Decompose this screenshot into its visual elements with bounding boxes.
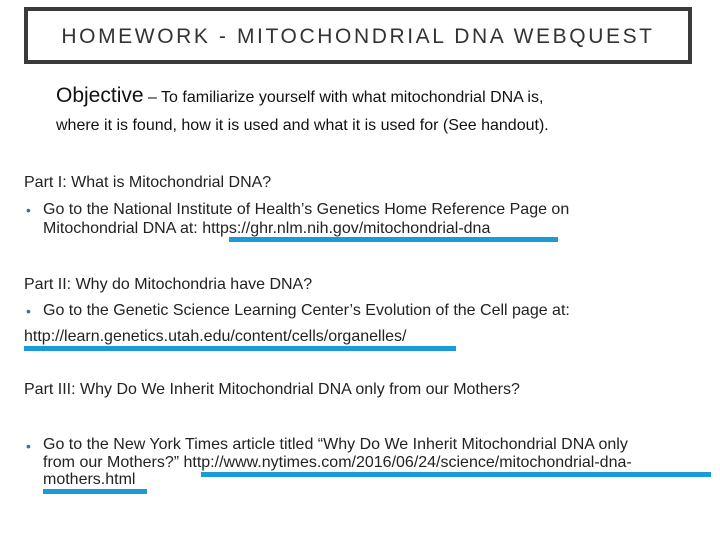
objective-line-1 — [56, 84, 543, 108]
part1-bullet-text-2-label: Mitochondrial DNA at: — [43, 220, 203, 237]
part3-bullet: • — [26, 438, 31, 454]
part1-heading: Part I: What is Mitochondrial DNA? — [24, 174, 272, 191]
part1-link-underline — [229, 237, 558, 242]
part2-bullet-text-1: Go to the Genetic Science Learning Center’s Evolution of the Cell page at: — [43, 302, 570, 319]
slide-title: HOMEWORK - MITOCHONDRIAL DNA WEBQUEST — [61, 25, 655, 48]
part3-bullet-text-2 — [43, 454, 632, 472]
part1-link[interactable]: https://ghr.nlm.nih.gov/mitochondrial-dna — [202, 220, 491, 237]
part2-heading: Part II: Why do Mitochondria have DNA? — [24, 276, 313, 293]
part3-heading: Part III: Why Do We Inherit Mitochondrial DNA only from our Mothers? — [24, 381, 520, 398]
part1-bullet: • — [26, 202, 31, 218]
title-box — [24, 7, 692, 64]
objective-label: Objective — [56, 84, 144, 107]
objective-text-2: where it is found, how it is used and what it is used for (See handout). — [56, 117, 549, 134]
part1-bullet-text-2 — [43, 220, 490, 238]
part3-link-line-1[interactable]: http://www.nytimes.com/2016/06/24/science/mitochondrial-dna- — [183, 454, 632, 471]
part3-bullet-text-2-label: from our Mothers?” — [43, 454, 184, 471]
part3-bullet-text-1: Go to the New York Times article titled “Why Do We Inherit Mitochondrial DNA only — [43, 436, 628, 453]
part2-link-underline — [24, 346, 456, 351]
part1-bullet-text-1: Go to the National Institute of Health’s Genetics Home Reference Page on — [43, 201, 570, 218]
part3-link-underline-1 — [201, 472, 711, 477]
part2-bullet: • — [26, 303, 31, 319]
part2-link[interactable]: http://learn.genetics.utah.edu/content/cells/organelles/ — [24, 328, 407, 345]
part3-link-line-2[interactable]: mothers.html — [43, 471, 136, 488]
objective-text-1: – To familiarize yourself with what mitochondrial DNA is, — [143, 89, 544, 106]
part3-link-underline-2 — [43, 489, 147, 494]
